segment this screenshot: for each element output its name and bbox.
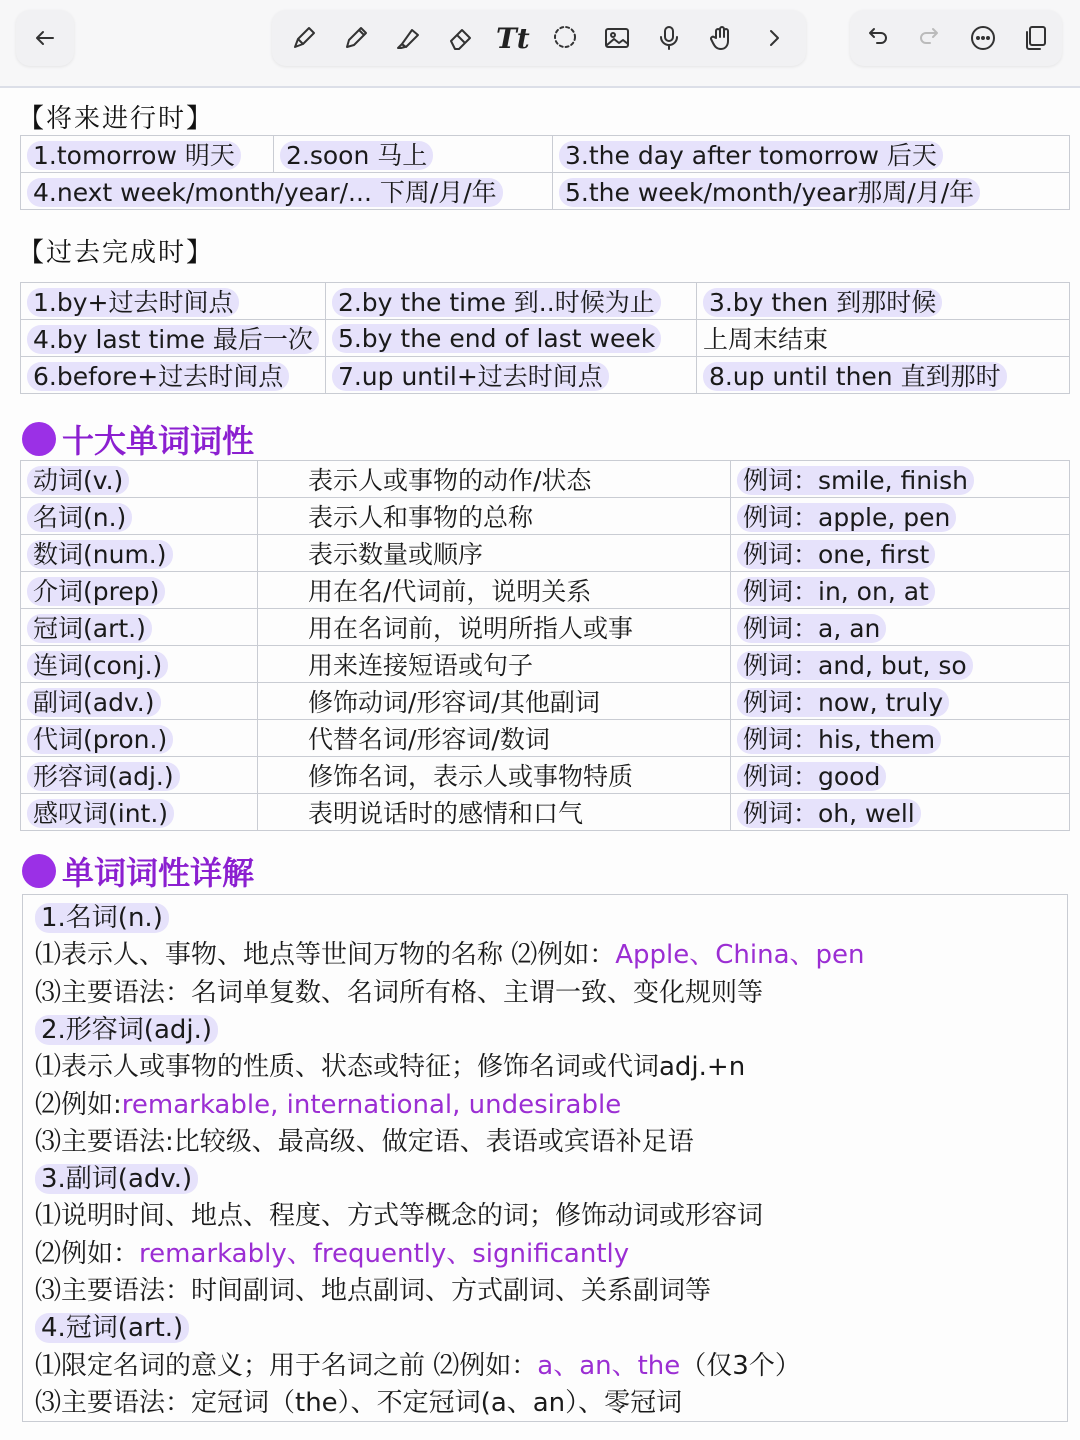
- detail-text: ⑵例如:: [35, 1089, 122, 1120]
- pen-icon[interactable]: [288, 22, 320, 54]
- table-row: [21, 646, 1070, 683]
- detail-text: ⑶主要语法:比较级、最高级、做定语、表语或宾语补足语: [35, 1126, 694, 1157]
- word-class-desc: 用在名词前，说明所指人或事: [308, 614, 634, 643]
- chevron-right-icon[interactable]: [758, 22, 790, 54]
- detail-line: [35, 1195, 763, 1232]
- table-cell: [258, 461, 731, 498]
- word-class-example: 例词：one, first: [737, 540, 935, 569]
- word-class-name: 数词(num.): [27, 540, 173, 569]
- table-cell: [325, 283, 696, 320]
- table-cell: [731, 794, 1070, 831]
- table-row: [21, 757, 1070, 794]
- word-class-example: 例词：now, truly: [737, 688, 949, 717]
- table-cell: [21, 794, 258, 831]
- table-row: [21, 572, 1070, 609]
- detail-line: [35, 1233, 629, 1270]
- pen-alt-icon[interactable]: [340, 22, 372, 54]
- table-cell: [731, 757, 1070, 794]
- detail-text: 3.副词(adv.): [35, 1164, 198, 1194]
- table-cell: [258, 572, 731, 609]
- word-classes-title-text: 十大单词词性: [62, 422, 255, 460]
- word-class-example: 例词：in, on, at: [737, 577, 935, 606]
- highlighter-icon[interactable]: [392, 22, 424, 54]
- table-cell: [696, 357, 1069, 394]
- table-cell: [21, 572, 258, 609]
- word-class-desc: 表示数量或顺序: [308, 540, 484, 569]
- detail-text: 2.形容词(adj.): [35, 1015, 218, 1045]
- table-cell: [21, 498, 258, 535]
- word-class-example: 例词：a, an: [737, 614, 886, 643]
- table-cell: [731, 609, 1070, 646]
- table-cell: [325, 320, 696, 357]
- table-cell: [21, 283, 326, 320]
- cell-text: 8.up until then 直到那时: [703, 362, 1007, 391]
- word-class-name: 介词(prep): [27, 577, 165, 606]
- tools-group: [272, 10, 806, 66]
- word-classes-title: [22, 416, 254, 462]
- table-cell: [731, 720, 1070, 757]
- lasso-icon[interactable]: [549, 22, 581, 54]
- table-cell: [553, 173, 1070, 210]
- detail-text: 1.名词(n.): [35, 903, 169, 933]
- detail-examples: remarkable, international, undesirable: [121, 1089, 622, 1120]
- table-cell: [731, 535, 1070, 572]
- undo-icon[interactable]: [861, 22, 893, 54]
- hand-icon[interactable]: [706, 22, 738, 54]
- cell-text: 3.by then 到那时候: [703, 288, 942, 317]
- detail-heading: [35, 1307, 189, 1344]
- detail-heading: [35, 897, 169, 934]
- table-row: [21, 720, 1070, 757]
- word-class-name: 感叹词(int.): [27, 799, 174, 828]
- word-class-example: 例词：oh, well: [737, 799, 921, 828]
- detail-line: [35, 1084, 621, 1121]
- cell-text: 上周末结束: [702, 325, 828, 354]
- table-cell: [325, 357, 696, 394]
- table-cell: [21, 609, 258, 646]
- detail-text: ⑴限定名词的意义；用于名词之前 ⑵例如：: [35, 1350, 538, 1381]
- table-row: [21, 461, 1070, 498]
- word-class-name: 副词(adv.): [27, 688, 161, 717]
- table-cell: [21, 757, 258, 794]
- word-class-name: 名词(n.): [27, 503, 132, 532]
- table-cell: [258, 609, 731, 646]
- image-icon[interactable]: [601, 22, 633, 54]
- word-class-example: 例词：and, but, so: [737, 651, 973, 680]
- table-cell: [731, 683, 1070, 720]
- word-class-example: 例词：his, them: [737, 725, 941, 754]
- table-cell: [274, 136, 553, 173]
- cell-text: 2.by the time 到..时候为止: [332, 288, 661, 317]
- table-cell: [21, 461, 258, 498]
- word-class-desc: 表示人和事物的总称: [308, 503, 534, 532]
- word-class-desc: 修饰动词/形容词/其他副词: [308, 688, 600, 717]
- detail-text: 4.冠词(art.): [35, 1313, 189, 1343]
- table-row: [21, 683, 1070, 720]
- table-cell: [21, 720, 258, 757]
- table-cell: [21, 320, 326, 357]
- cell-text: 7.up until+过去时间点: [332, 362, 609, 391]
- table-cell: [21, 683, 258, 720]
- word-class-desc: 代替名词/形容词/数词: [308, 725, 550, 754]
- details-title: [22, 848, 254, 894]
- table-row: [21, 609, 1070, 646]
- word-class-example: 例词：smile, finish: [737, 466, 974, 495]
- table-cell: [258, 757, 731, 794]
- table-cell: [696, 283, 1069, 320]
- detail-line: [35, 1046, 745, 1083]
- cell-text: 5.the week/month/year那周/月/年: [559, 178, 980, 207]
- table-cell: [731, 461, 1070, 498]
- word-class-desc: 修饰名词，表示人或事物特质: [308, 762, 634, 791]
- cell-text: 3.the day after tomorrow 后天: [559, 141, 943, 170]
- word-class-desc: 表示人或事物的动作/状态: [308, 466, 592, 495]
- actions-group: [850, 10, 1062, 66]
- table-row: [21, 535, 1070, 572]
- table-cell: [731, 646, 1070, 683]
- detail-line: [35, 972, 763, 1009]
- detail-line: [35, 1121, 694, 1158]
- detail-examples: remarkably、frequently、significantly: [139, 1238, 630, 1269]
- cell-text: 4.next week/month/year/... 下周/月/年: [27, 178, 503, 207]
- table-row: [21, 498, 1070, 535]
- cell-text: 1.tomorrow 明天: [27, 141, 241, 170]
- table-cell: [21, 173, 553, 210]
- word-class-desc: 用在名/代词前，说明关系: [308, 577, 592, 606]
- future-progressive-heading: 【将来进行时】: [18, 104, 215, 134]
- table-cell: [258, 498, 731, 535]
- detail-heading: [35, 1158, 198, 1195]
- detail-text: ⑶主要语法：时间副词、地点副词、方式副词、关系副词等: [35, 1276, 712, 1306]
- bullet-dot-icon: [22, 422, 56, 456]
- arrow-left-icon: [29, 22, 61, 54]
- detail-note: （仅3个）: [680, 1350, 801, 1381]
- table-cell: [553, 136, 1070, 173]
- table-cell: [696, 320, 1069, 357]
- detail-line: [35, 1270, 711, 1307]
- word-class-desc: 表明说话时的感情和口气: [308, 799, 584, 828]
- more-icon[interactable]: [967, 22, 999, 54]
- table-cell: [21, 535, 258, 572]
- word-class-example: 例词：good: [737, 762, 886, 791]
- detail-text: ⑴说明时间、地点、程度、方式等概念的词；修饰动词或形容词: [35, 1201, 764, 1232]
- table-cell: [258, 720, 731, 757]
- table-cell: [258, 683, 731, 720]
- word-class-name: 代词(pron.): [27, 725, 173, 754]
- detail-text: ⑶主要语法：名词单复数、名词所有格、主谓一致、变化规则等: [35, 977, 764, 1008]
- table-cell: [21, 646, 258, 683]
- cell-text: 6.before+过去时间点: [27, 362, 289, 391]
- top-toolbar: [0, 0, 1080, 88]
- text-icon[interactable]: Tt: [495, 21, 530, 55]
- table-cell: [258, 646, 731, 683]
- past-perfect-table: [20, 282, 1070, 394]
- table-cell: [21, 357, 326, 394]
- table-cell: [21, 136, 274, 173]
- table-row: [21, 794, 1070, 831]
- eraser-icon[interactable]: [445, 22, 477, 54]
- word-class-name: 连词(conj.): [27, 651, 168, 680]
- redo-icon[interactable]: [914, 22, 946, 54]
- detail-text: ⑴表示人或事物的性质、状态或特征；修饰名词或代词adj.+n: [35, 1052, 746, 1083]
- detail-heading: [35, 1009, 218, 1046]
- details-box: [22, 894, 1068, 1422]
- detail-text: ⑵例如：: [35, 1238, 140, 1269]
- cell-text: 5.by the end of last week: [332, 324, 661, 353]
- detail-examples: Apple、China、pen: [615, 940, 865, 971]
- detail-line: [35, 1382, 682, 1419]
- detail-text: ⑶主要语法：定冠词（the）、不定冠词(a、an）、零冠词: [35, 1387, 683, 1418]
- detail-text: ⑴表示人、事物、地点等世间万物的名称 ⑵例如：: [35, 940, 616, 971]
- past-perfect-heading: 【过去完成时】: [18, 238, 215, 268]
- cell-text: 1.by+过去时间点: [27, 288, 239, 317]
- word-class-example: 例词：apple, pen: [737, 503, 956, 532]
- cell-text: 4.by last time 最后一次: [27, 325, 319, 354]
- detail-examples: a、an、the: [537, 1350, 681, 1381]
- cell-text: 2.soon 马上: [280, 141, 433, 170]
- word-classes-table: [20, 460, 1070, 831]
- bullet-dot-icon: [22, 854, 56, 888]
- word-class-name: 冠词(art.): [27, 614, 152, 643]
- back-button[interactable]: [16, 10, 74, 66]
- word-class-desc: 用来连接短语或句子: [308, 651, 534, 680]
- table-cell: [731, 572, 1070, 609]
- details-title-text: 单词词性详解: [62, 854, 255, 892]
- word-class-name: 动词(v.): [27, 466, 129, 495]
- table-cell: [258, 535, 731, 572]
- table-cell: [731, 498, 1070, 535]
- microphone-icon[interactable]: [653, 22, 685, 54]
- detail-line: [35, 1345, 801, 1382]
- word-class-name: 形容词(adj.): [27, 762, 180, 791]
- future-progressive-table: [20, 135, 1070, 210]
- table-cell: [258, 794, 731, 831]
- pages-icon[interactable]: [1020, 22, 1052, 54]
- detail-line: [35, 934, 865, 971]
